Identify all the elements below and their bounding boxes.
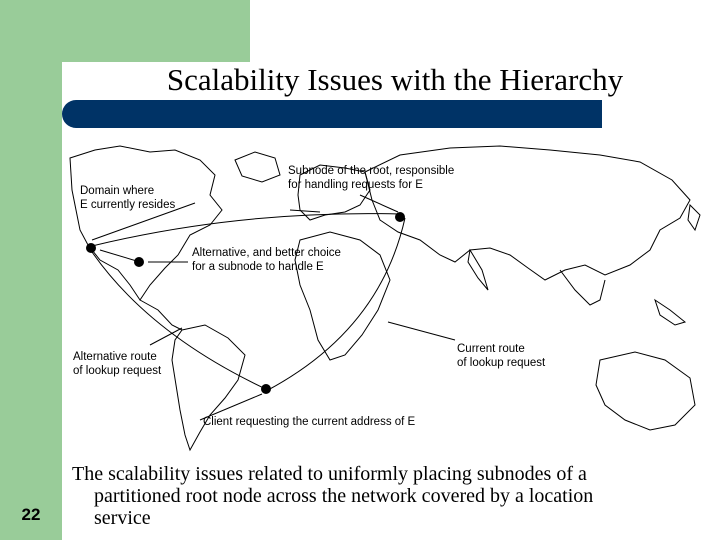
label-subnode-root-1: Subnode of the root, responsible	[288, 165, 455, 177]
label-cur-route-1: Current route	[457, 343, 525, 355]
label-alt-choice-2: for a subnode to handle E	[192, 261, 324, 273]
cur-route-pointer	[388, 322, 455, 340]
slide-caption	[72, 463, 712, 529]
label-subnode-root-2: for handling requests for E	[288, 179, 423, 191]
label-client: Client requesting the current address of E	[203, 416, 416, 428]
alt-subnode-link	[100, 250, 140, 262]
slide-title: Scalability Issues with the Hierarchy	[166, 62, 624, 97]
lookup-routes	[92, 214, 405, 390]
root-to-domain-line	[92, 214, 400, 246]
label-domain-2: E currently resides	[80, 199, 176, 211]
domain-dot	[86, 243, 96, 253]
caption-line-1: The scalability issues related to uniformly placing subnodes of a	[72, 463, 587, 485]
root-subnode-dot	[395, 212, 405, 222]
label-cur-route-2: of lookup request	[457, 357, 546, 369]
world-map-outline	[70, 146, 700, 450]
label-alt-choice-1: Alternative, and better choice	[192, 247, 341, 259]
label-domain-1: Domain where	[80, 185, 155, 197]
current-route-line	[268, 218, 405, 390]
caption-line-2: partitioned root node across the network covered by a location	[94, 485, 594, 507]
label-alt-route-1: Alternative route	[73, 351, 157, 363]
label-alt-route-2: of lookup request	[73, 365, 162, 377]
subnode-pointer-tail	[290, 210, 320, 212]
caption-line-3: service	[94, 507, 151, 529]
client-dot	[261, 384, 271, 394]
annotation-pointers	[92, 195, 455, 420]
alt-subnode-dot	[134, 257, 144, 267]
subnode-pointer	[360, 195, 398, 212]
slide-number: 22	[21, 505, 41, 524]
